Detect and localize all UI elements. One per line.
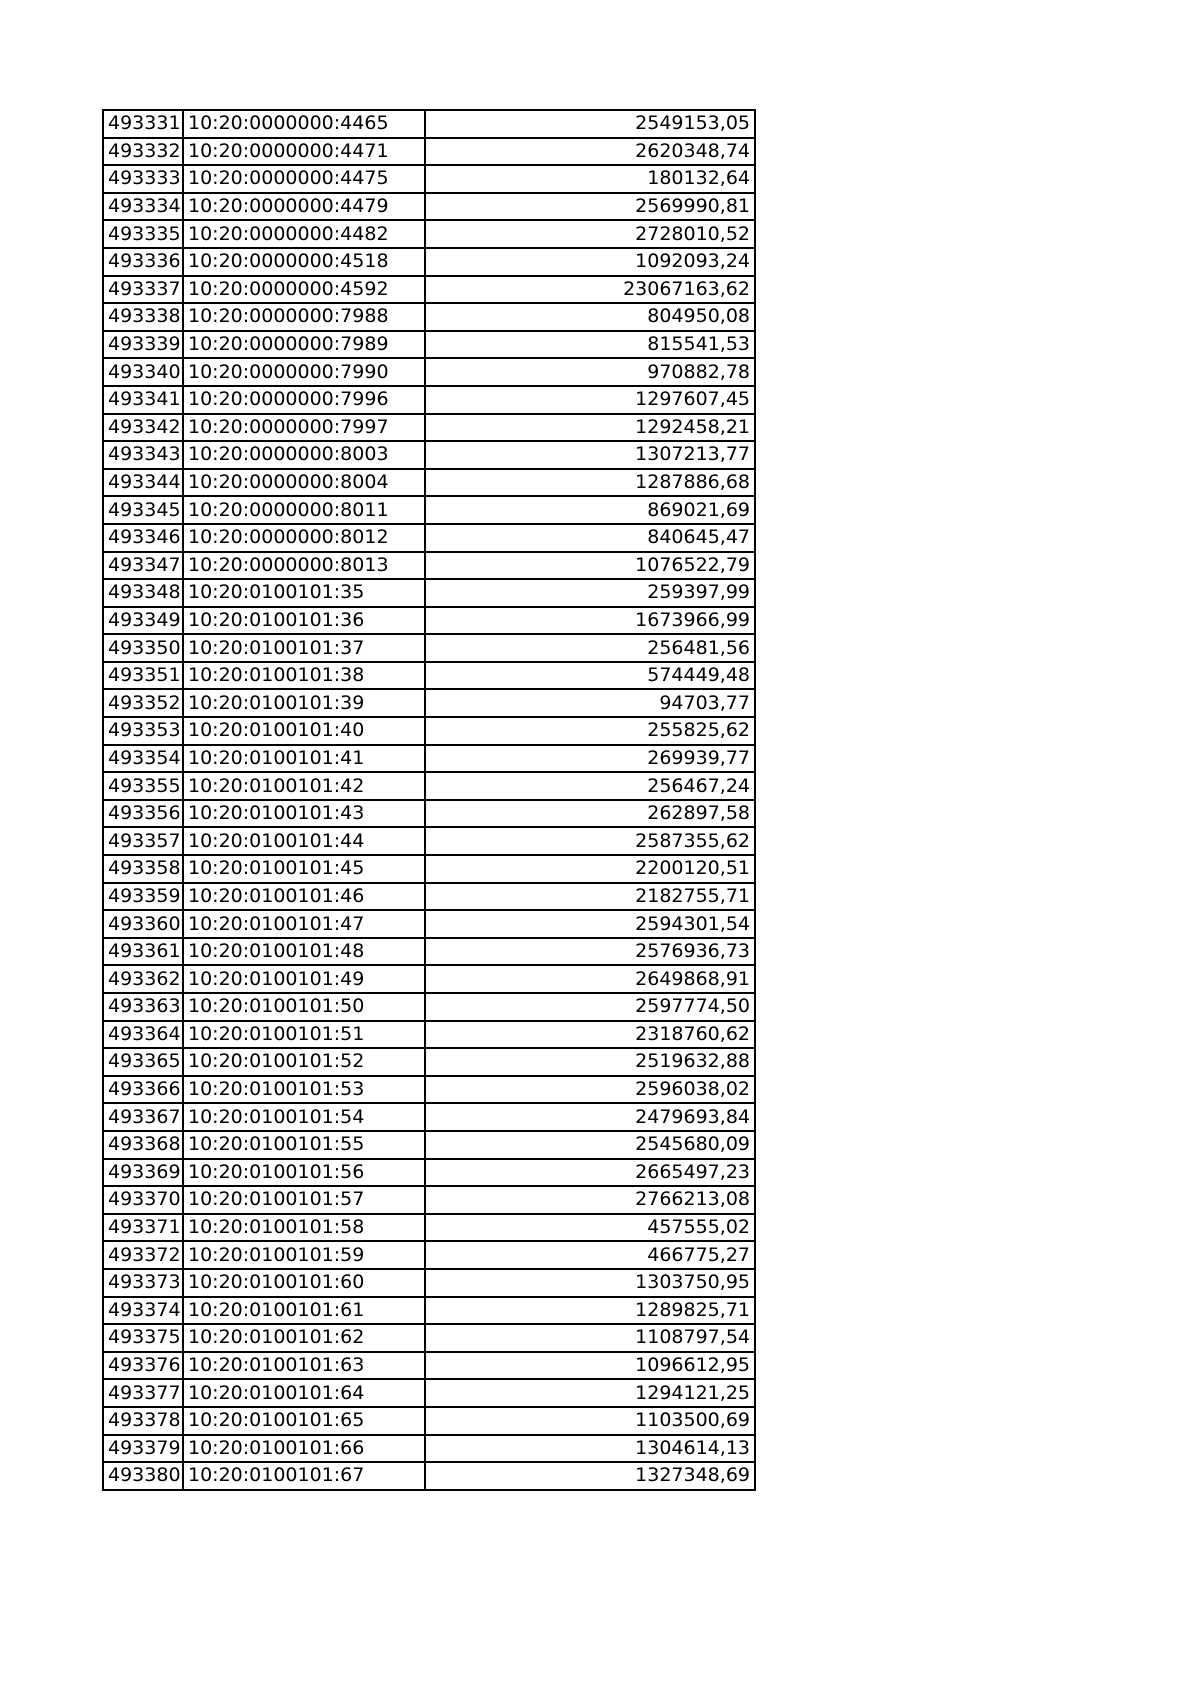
value-cell: 180132,64 (425, 165, 755, 193)
value-cell: 1287886,68 (425, 469, 755, 497)
table-row (103, 1324, 755, 1352)
value-cell: 970882,78 (425, 358, 755, 386)
data-table (102, 109, 756, 1491)
table-row (103, 276, 755, 304)
cadastral-number-cell: 10:20:0100101:42 (183, 772, 425, 800)
value-cell: 1289825,71 (425, 1297, 755, 1325)
table-row (103, 358, 755, 386)
cadastral-number-cell: 10:20:0100101:38 (183, 662, 425, 690)
table-row (103, 662, 755, 690)
cadastral-number-cell: 10:20:0100101:65 (183, 1407, 425, 1435)
row-id-cell: 493365 (103, 1048, 183, 1076)
cadastral-number-cell: 10:20:0100101:48 (183, 938, 425, 966)
row-id-cell: 493343 (103, 441, 183, 469)
row-id-cell: 493342 (103, 414, 183, 442)
cadastral-number-cell: 10:20:0000000:4479 (183, 193, 425, 221)
row-id-cell: 493356 (103, 800, 183, 828)
value-cell: 259397,99 (425, 579, 755, 607)
value-cell: 1294121,25 (425, 1379, 755, 1407)
value-cell: 2549153,05 (425, 110, 755, 138)
cadastral-number-cell: 10:20:0000000:4482 (183, 220, 425, 248)
table-row (103, 772, 755, 800)
value-cell: 1303750,95 (425, 1269, 755, 1297)
value-cell: 262897,58 (425, 800, 755, 828)
table-row (103, 1103, 755, 1131)
row-id-cell: 493345 (103, 496, 183, 524)
value-cell: 2596038,02 (425, 1076, 755, 1104)
cadastral-number-cell: 10:20:0100101:35 (183, 579, 425, 607)
cadastral-number-cell: 10:20:0100101:54 (183, 1103, 425, 1131)
table-row (103, 386, 755, 414)
value-cell: 2649868,91 (425, 965, 755, 993)
row-id-cell: 493368 (103, 1131, 183, 1159)
cadastral-number-cell: 10:20:0100101:59 (183, 1241, 425, 1269)
cadastral-number-cell: 10:20:0100101:63 (183, 1352, 425, 1380)
cadastral-number-cell: 10:20:0100101:40 (183, 717, 425, 745)
table-row (103, 1214, 755, 1242)
cadastral-number-cell: 10:20:0100101:58 (183, 1214, 425, 1242)
row-id-cell: 493367 (103, 1103, 183, 1131)
table-row (103, 717, 755, 745)
table-row (103, 220, 755, 248)
value-cell: 2728010,52 (425, 220, 755, 248)
cadastral-number-cell: 10:20:0100101:57 (183, 1186, 425, 1214)
table-row (103, 1379, 755, 1407)
value-cell: 1297607,45 (425, 386, 755, 414)
table-row (103, 1269, 755, 1297)
cadastral-number-cell: 10:20:0100101:67 (183, 1462, 425, 1490)
cadastral-number-cell: 10:20:0000000:7996 (183, 386, 425, 414)
value-cell: 2587355,62 (425, 827, 755, 855)
value-cell: 2545680,09 (425, 1131, 755, 1159)
table-row (103, 579, 755, 607)
table-row (103, 1159, 755, 1187)
row-id-cell: 493349 (103, 607, 183, 635)
table-row (103, 1241, 755, 1269)
row-id-cell: 493340 (103, 358, 183, 386)
table-body (103, 110, 755, 1490)
table-row (103, 607, 755, 635)
row-id-cell: 493375 (103, 1324, 183, 1352)
table-row (103, 800, 755, 828)
cadastral-number-cell: 10:20:0100101:41 (183, 745, 425, 773)
value-cell: 2576936,73 (425, 938, 755, 966)
cadastral-number-cell: 10:20:0100101:46 (183, 883, 425, 911)
cadastral-number-cell: 10:20:0100101:55 (183, 1131, 425, 1159)
value-cell: 2766213,08 (425, 1186, 755, 1214)
value-cell: 2479693,84 (425, 1103, 755, 1131)
table-row (103, 110, 755, 138)
table-row (103, 1297, 755, 1325)
value-cell: 574449,48 (425, 662, 755, 690)
row-id-cell: 493369 (103, 1159, 183, 1187)
table-row (103, 910, 755, 938)
cadastral-number-cell: 10:20:0000000:4465 (183, 110, 425, 138)
row-id-cell: 493378 (103, 1407, 183, 1435)
value-cell: 1092093,24 (425, 248, 755, 276)
cadastral-number-cell: 10:20:0100101:47 (183, 910, 425, 938)
cadastral-number-cell: 10:20:0100101:44 (183, 827, 425, 855)
cadastral-number-cell: 10:20:0100101:51 (183, 1021, 425, 1049)
row-id-cell: 493379 (103, 1435, 183, 1463)
row-id-cell: 493339 (103, 331, 183, 359)
cadastral-number-cell: 10:20:0100101:49 (183, 965, 425, 993)
cadastral-number-cell: 10:20:0000000:8004 (183, 469, 425, 497)
table-row (103, 883, 755, 911)
table-row (103, 524, 755, 552)
value-cell: 269939,77 (425, 745, 755, 773)
value-cell: 466775,27 (425, 1241, 755, 1269)
row-id-cell: 493374 (103, 1297, 183, 1325)
row-id-cell: 493331 (103, 110, 183, 138)
cadastral-number-cell: 10:20:0000000:4475 (183, 165, 425, 193)
table-row (103, 938, 755, 966)
row-id-cell: 493376 (103, 1352, 183, 1380)
cadastral-number-cell: 10:20:0100101:39 (183, 689, 425, 717)
cadastral-number-cell: 10:20:0000000:7988 (183, 303, 425, 331)
value-cell: 1103500,69 (425, 1407, 755, 1435)
cadastral-number-cell: 10:20:0000000:7997 (183, 414, 425, 442)
value-cell: 457555,02 (425, 1214, 755, 1242)
table-row (103, 965, 755, 993)
cadastral-number-cell: 10:20:0000000:8013 (183, 552, 425, 580)
value-cell: 256481,56 (425, 634, 755, 662)
row-id-cell: 493364 (103, 1021, 183, 1049)
value-cell: 94703,77 (425, 689, 755, 717)
cadastral-number-cell: 10:20:0100101:37 (183, 634, 425, 662)
cadastral-number-cell: 10:20:0000000:4471 (183, 138, 425, 166)
value-cell: 1292458,21 (425, 414, 755, 442)
cadastral-number-cell: 10:20:0100101:66 (183, 1435, 425, 1463)
row-id-cell: 493354 (103, 745, 183, 773)
table-row (103, 745, 755, 773)
table-row (103, 1186, 755, 1214)
table-row (103, 1076, 755, 1104)
value-cell: 2594301,54 (425, 910, 755, 938)
row-id-cell: 493355 (103, 772, 183, 800)
row-id-cell: 493362 (103, 965, 183, 993)
value-cell: 1096612,95 (425, 1352, 755, 1380)
row-id-cell: 493346 (103, 524, 183, 552)
row-id-cell: 493380 (103, 1462, 183, 1490)
cadastral-number-cell: 10:20:0000000:7990 (183, 358, 425, 386)
cadastral-number-cell: 10:20:0100101:43 (183, 800, 425, 828)
row-id-cell: 493332 (103, 138, 183, 166)
cadastral-number-cell: 10:20:0100101:62 (183, 1324, 425, 1352)
table-row (103, 1048, 755, 1076)
row-id-cell: 493335 (103, 220, 183, 248)
value-cell: 2597774,50 (425, 993, 755, 1021)
row-id-cell: 493337 (103, 276, 183, 304)
value-cell: 1076522,79 (425, 552, 755, 580)
value-cell: 2200120,51 (425, 855, 755, 883)
cadastral-number-cell: 10:20:0100101:53 (183, 1076, 425, 1104)
cadastral-number-cell: 10:20:0100101:61 (183, 1297, 425, 1325)
row-id-cell: 493353 (103, 717, 183, 745)
value-cell: 1307213,77 (425, 441, 755, 469)
row-id-cell: 493371 (103, 1214, 183, 1242)
value-cell: 2182755,71 (425, 883, 755, 911)
cadastral-number-cell: 10:20:0100101:45 (183, 855, 425, 883)
table-row (103, 1435, 755, 1463)
table-row (103, 303, 755, 331)
row-id-cell: 493361 (103, 938, 183, 966)
table-row (103, 331, 755, 359)
row-id-cell: 493360 (103, 910, 183, 938)
table-row (103, 414, 755, 442)
table-row (103, 827, 755, 855)
value-cell: 1673966,99 (425, 607, 755, 635)
table-row (103, 138, 755, 166)
table-row (103, 496, 755, 524)
value-cell: 804950,08 (425, 303, 755, 331)
table-row (103, 1462, 755, 1490)
row-id-cell: 493352 (103, 689, 183, 717)
table-row (103, 689, 755, 717)
table-row (103, 1131, 755, 1159)
value-cell: 256467,24 (425, 772, 755, 800)
cadastral-number-cell: 10:20:0100101:50 (183, 993, 425, 1021)
table-row (103, 248, 755, 276)
row-id-cell: 493347 (103, 552, 183, 580)
row-id-cell: 493348 (103, 579, 183, 607)
value-cell: 2620348,74 (425, 138, 755, 166)
row-id-cell: 493358 (103, 855, 183, 883)
value-cell: 255825,62 (425, 717, 755, 745)
cadastral-number-cell: 10:20:0000000:8011 (183, 496, 425, 524)
table-row (103, 634, 755, 662)
row-id-cell: 493357 (103, 827, 183, 855)
cadastral-number-cell: 10:20:0100101:52 (183, 1048, 425, 1076)
value-cell: 1108797,54 (425, 1324, 755, 1352)
cadastral-number-cell: 10:20:0000000:8012 (183, 524, 425, 552)
row-id-cell: 493344 (103, 469, 183, 497)
row-id-cell: 493366 (103, 1076, 183, 1104)
row-id-cell: 493341 (103, 386, 183, 414)
row-id-cell: 493359 (103, 883, 183, 911)
value-cell: 840645,47 (425, 524, 755, 552)
table-row (103, 552, 755, 580)
table-row (103, 469, 755, 497)
cadastral-number-cell: 10:20:0000000:7989 (183, 331, 425, 359)
table-row (103, 855, 755, 883)
value-cell: 2519632,88 (425, 1048, 755, 1076)
row-id-cell: 493351 (103, 662, 183, 690)
row-id-cell: 493373 (103, 1269, 183, 1297)
row-id-cell: 493338 (103, 303, 183, 331)
row-id-cell: 493336 (103, 248, 183, 276)
cadastral-number-cell: 10:20:0100101:60 (183, 1269, 425, 1297)
table-row (103, 1407, 755, 1435)
value-cell: 815541,53 (425, 331, 755, 359)
table-row (103, 1021, 755, 1049)
row-id-cell: 493334 (103, 193, 183, 221)
value-cell: 1327348,69 (425, 1462, 755, 1490)
row-id-cell: 493370 (103, 1186, 183, 1214)
row-id-cell: 493363 (103, 993, 183, 1021)
row-id-cell: 493333 (103, 165, 183, 193)
row-id-cell: 493372 (103, 1241, 183, 1269)
table-row (103, 193, 755, 221)
cadastral-number-cell: 10:20:0000000:4518 (183, 248, 425, 276)
value-cell: 1304614,13 (425, 1435, 755, 1463)
value-cell: 869021,69 (425, 496, 755, 524)
row-id-cell: 493350 (103, 634, 183, 662)
table-row (103, 1352, 755, 1380)
value-cell: 2569990,81 (425, 193, 755, 221)
cadastral-number-cell: 10:20:0100101:64 (183, 1379, 425, 1407)
value-cell: 2665497,23 (425, 1159, 755, 1187)
table-row (103, 993, 755, 1021)
value-cell: 2318760,62 (425, 1021, 755, 1049)
cadastral-number-cell: 10:20:0100101:36 (183, 607, 425, 635)
value-cell: 23067163,62 (425, 276, 755, 304)
cadastral-number-cell: 10:20:0000000:4592 (183, 276, 425, 304)
table-row (103, 441, 755, 469)
cadastral-number-cell: 10:20:0100101:56 (183, 1159, 425, 1187)
cadastral-number-cell: 10:20:0000000:8003 (183, 441, 425, 469)
row-id-cell: 493377 (103, 1379, 183, 1407)
table-row (103, 165, 755, 193)
